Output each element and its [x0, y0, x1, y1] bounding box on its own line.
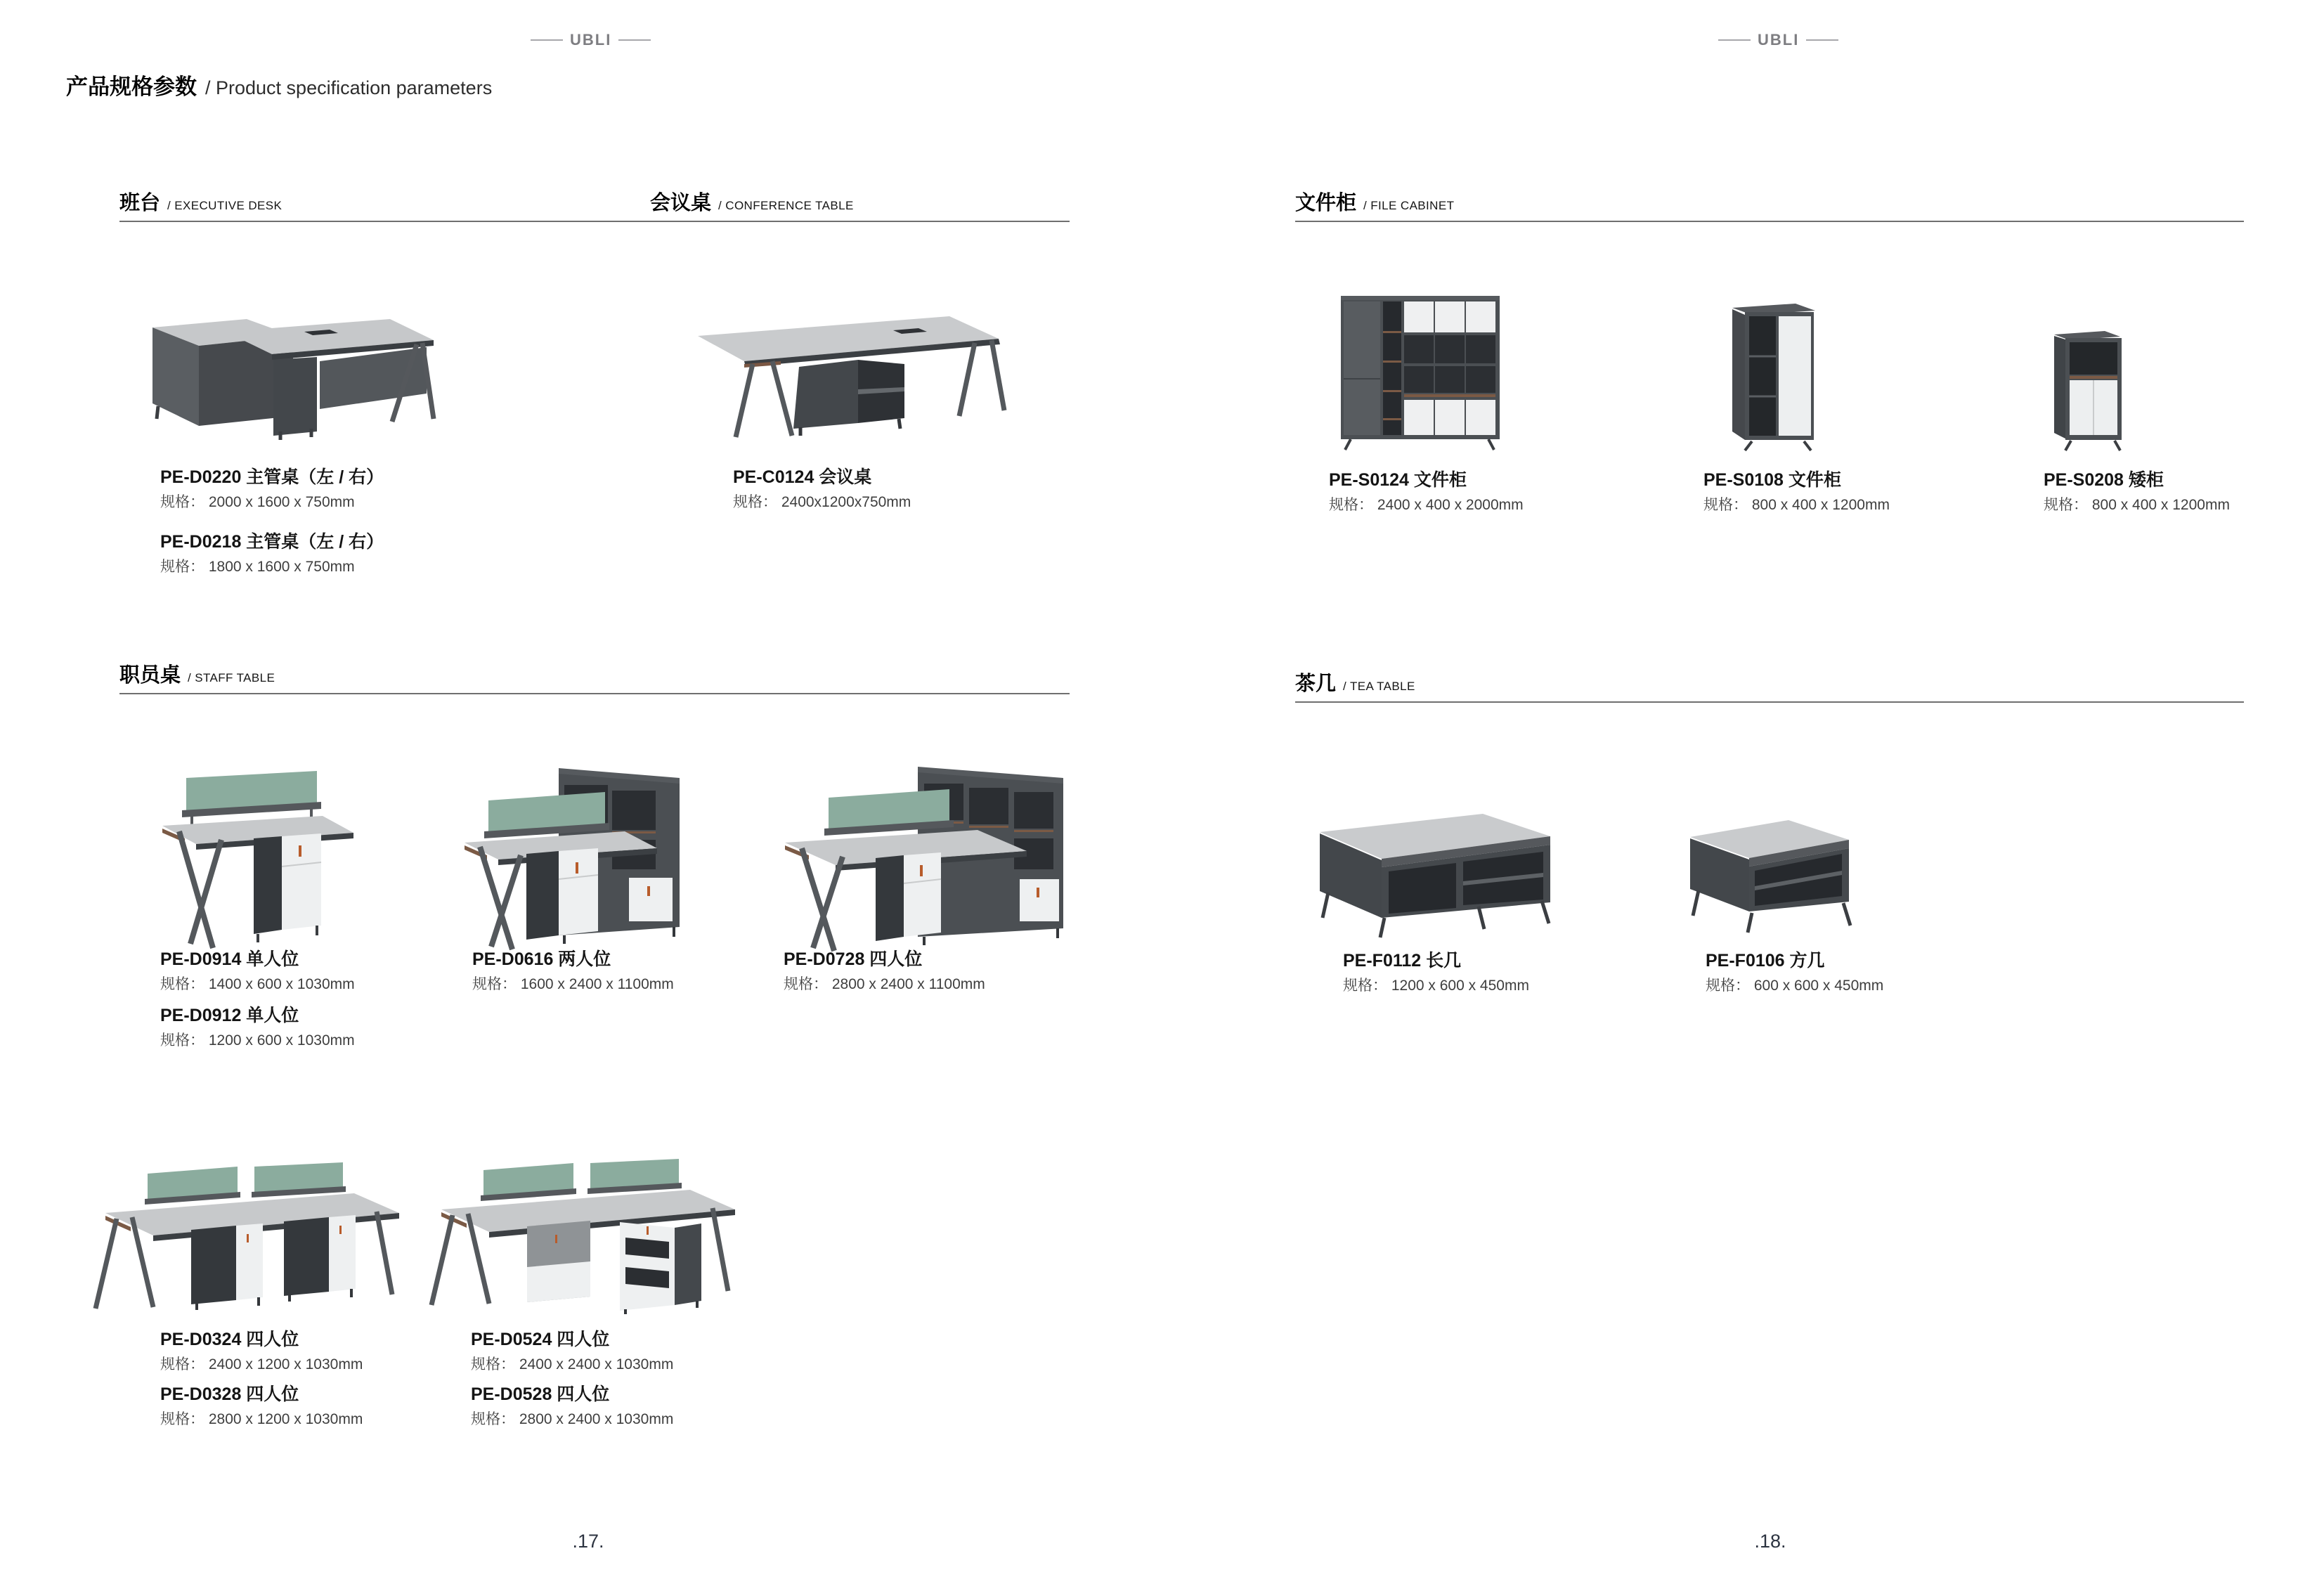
- staff-desk-four-seat-image: [760, 760, 1075, 955]
- tea-table-long-image: [1316, 797, 1557, 940]
- product-spec: 规格： 1400 x 600 x 1030mm: [160, 976, 355, 992]
- section-title-zh: 会议桌: [650, 192, 712, 214]
- product-label-pe-d0528: [471, 1384, 673, 1429]
- product-label-pe-d0220: [160, 467, 384, 512]
- product-name: PE-C0124 会议桌: [733, 467, 872, 487]
- logo-text: UBLI: [1758, 31, 1800, 48]
- executive-desk-image: [143, 301, 436, 446]
- product-spec: 规格： 600 x 600 x 450mm: [1706, 978, 1884, 994]
- page-number-right: .18.: [1754, 1531, 1786, 1552]
- section-title-en: / FILE CABINET: [1363, 199, 1455, 212]
- product-name: PE-D0220 主管桌（左 / 右）: [160, 467, 384, 487]
- section-header-executive-desk: [119, 187, 282, 216]
- product-spec: 规格： 800 x 400 x 1200mm: [1703, 497, 1890, 513]
- product-spec: 规格： 800 x 400 x 1200mm: [2044, 497, 2230, 513]
- page-title: [66, 69, 492, 100]
- product-label-pe-s0124: [1329, 469, 1524, 514]
- section-title-zh: 文件柜: [1295, 192, 1357, 214]
- product-name: PE-D0324 四人位: [160, 1330, 299, 1349]
- product-spec: 规格： 2800 x 2400 x 1030mm: [471, 1411, 674, 1427]
- section-title-en: / CONFERENCE TABLE: [718, 199, 854, 212]
- logo-dash-right: [618, 39, 651, 41]
- product-spec: 规格： 1800 x 1600 x 750mm: [160, 559, 355, 575]
- product-spec: 规格： 2400 x 2400 x 1030mm: [471, 1356, 674, 1372]
- section-header-staff-table: [119, 659, 275, 688]
- product-spec: 规格： 2400 x 400 x 2000mm: [1329, 497, 1524, 513]
- product-label-pe-d0218: [160, 531, 384, 576]
- product-spec: 规格： 1200 x 600 x 1030mm: [160, 1032, 355, 1049]
- product-name: PE-F0106 方几: [1706, 951, 1825, 971]
- section-title-zh: 班台: [119, 192, 161, 214]
- brand-logo-left: [531, 31, 651, 49]
- logo-dash-right: [1806, 39, 1838, 41]
- page-title-en: / Product specification parameters: [205, 77, 493, 98]
- file-cabinet-large-image: [1335, 290, 1504, 451]
- product-label-pe-d0616: [472, 949, 674, 994]
- product-label-pe-s0108: [1703, 469, 1890, 514]
- product-label-pe-d0912: [160, 1005, 355, 1050]
- product-label-pe-d0914: [160, 949, 355, 994]
- section-rule: [119, 693, 1070, 694]
- product-label-pe-d0328: [160, 1384, 363, 1429]
- page-number-left: .17.: [572, 1531, 604, 1552]
- product-spec: 规格： 1200 x 600 x 450mm: [1343, 978, 1529, 994]
- page-title-zh: 产品规格参数: [66, 74, 197, 99]
- product-label-pe-f0106: [1706, 950, 1883, 995]
- section-rule: [119, 221, 1070, 222]
- conference-table-image: [674, 304, 1011, 443]
- product-name: PE-D0328 四人位: [160, 1384, 299, 1404]
- file-cabinet-tall-image: [1727, 301, 1823, 451]
- product-name: PE-D0912 单人位: [160, 1006, 299, 1025]
- product-name: PE-S0208 矮柜: [2044, 470, 2164, 490]
- section-header-conference-table: [650, 187, 854, 216]
- section-rule: [1295, 701, 2244, 703]
- product-spec: 规格： 2400 x 1200 x 1030mm: [160, 1356, 363, 1372]
- product-label-pe-c0124: [733, 467, 911, 512]
- product-name: PE-D0524 四人位: [471, 1330, 610, 1349]
- product-name: PE-D0616 两人位: [472, 949, 611, 969]
- section-title-en: / EXECUTIVE DESK: [167, 199, 283, 212]
- logo-text: UBLI: [570, 31, 612, 48]
- section-header-file-cabinet: [1295, 187, 1454, 216]
- logo-dash-left: [1718, 39, 1751, 41]
- product-label-pe-f0112: [1343, 950, 1529, 995]
- product-label-pe-d0728: [784, 949, 985, 994]
- section-title-zh: 茶几: [1295, 673, 1337, 695]
- bench-desk-a-image: [86, 1162, 400, 1316]
- section-header-tea-table: [1295, 668, 1415, 696]
- product-name: PE-S0108 文件柜: [1703, 470, 1841, 490]
- section-title-zh: 职员桌: [119, 664, 181, 687]
- product-label-pe-s0208: [2044, 469, 2230, 514]
- brand-logo-right: [1718, 31, 1838, 49]
- product-spec: 规格： 2400x1200x750mm: [733, 494, 911, 510]
- product-name: PE-D0728 四人位: [784, 949, 923, 969]
- product-name: PE-D0528 四人位: [471, 1384, 610, 1404]
- logo-dash-left: [531, 39, 563, 41]
- product-label-pe-d0524: [471, 1329, 673, 1374]
- product-spec: 规格： 2800 x 2400 x 1100mm: [784, 976, 985, 992]
- section-rule: [1295, 221, 2244, 222]
- product-name: PE-S0124 文件柜: [1329, 470, 1467, 490]
- product-name: PE-D0914 单人位: [160, 949, 299, 969]
- bench-desk-b-image: [422, 1156, 736, 1314]
- product-label-pe-d0324: [160, 1329, 363, 1374]
- section-title-en: / TEA TABLE: [1343, 680, 1415, 693]
- product-spec: 规格： 1600 x 2400 x 1100mm: [472, 976, 674, 992]
- tea-table-square-image: [1684, 805, 1857, 940]
- section-title-en: / STAFF TABLE: [188, 671, 275, 684]
- product-name: PE-F0112 长几: [1343, 951, 1462, 971]
- staff-desk-two-seat-image: [421, 760, 692, 955]
- product-spec: 规格： 2800 x 1200 x 1030mm: [160, 1411, 363, 1427]
- staff-desk-single-image: [143, 767, 353, 955]
- low-cabinet-image: [2050, 327, 2125, 451]
- product-name: PE-D0218 主管桌（左 / 右）: [160, 532, 384, 552]
- product-spec: 规格： 2000 x 1600 x 750mm: [160, 494, 355, 510]
